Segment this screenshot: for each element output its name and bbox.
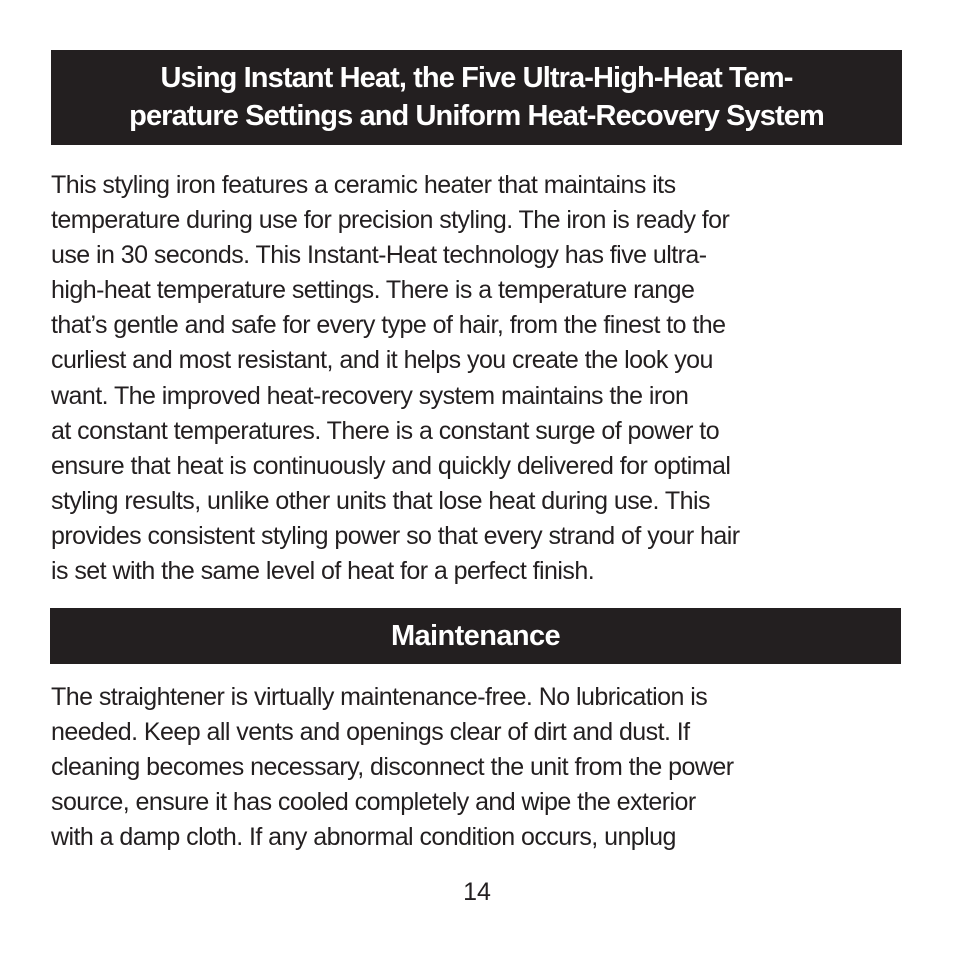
heading-line: Using Instant Heat, the Five Ultra-High-Heat Tem- [160, 62, 793, 94]
maintenance-paragraph [51, 680, 921, 855]
paragraph-line: provides consistent styling power so that every strand of your hair [51, 521, 740, 550]
section-heading-maintenance [50, 608, 901, 664]
paragraph-line: This styling iron features a ceramic heater that maintains its [51, 171, 676, 199]
paragraph-line: want. The improved heat-recovery system maintains the iron [51, 381, 689, 410]
paragraph-line: at constant temperatures. There is a constant surge of power to [51, 416, 720, 445]
paragraph-line: ensure that heat is continuously and quickly delivered for optimal [51, 451, 731, 480]
paragraph-line: source, ensure it has cooled completely and wipe the exterior [51, 788, 696, 817]
heading-line: perature Settings and Uniform Heat-Recovery System [129, 100, 824, 132]
heading-line: Maintenance [390, 620, 561, 652]
paragraph-line: high-heat temperature settings. There is a temperature range [51, 276, 695, 305]
page-number: 14 [463, 878, 491, 906]
paragraph-line: that’s gentle and safe for every type of hair, from the finest to the [51, 311, 726, 340]
paragraph-line: curliest and most resistant, and it helps you create the look you [51, 346, 713, 375]
paragraph-line: cleaning becomes necessary, disconnect the unit from the power [51, 753, 734, 782]
paragraph-line: is set with the same level of heat for a perfect finish. [51, 557, 595, 586]
paragraph-line: temperature during use for precision styling. The iron is ready for [51, 206, 730, 235]
paragraph-line: The straightener is virtually maintenance-free. No lubrication is [51, 683, 708, 711]
paragraph-line: with a damp cloth. If any abnormal condition occurs, unplug [51, 823, 676, 852]
paragraph-line: styling results, unlike other units that lose heat during use. This [51, 486, 710, 515]
section-heading-instant-heat [51, 50, 902, 145]
paragraph-line: use in 30 seconds. This Instant-Heat technology has five ultra- [51, 241, 707, 270]
instant-heat-paragraph [51, 168, 921, 589]
paragraph-line: needed. Keep all vents and openings clear of dirt and dust. If [51, 718, 690, 747]
